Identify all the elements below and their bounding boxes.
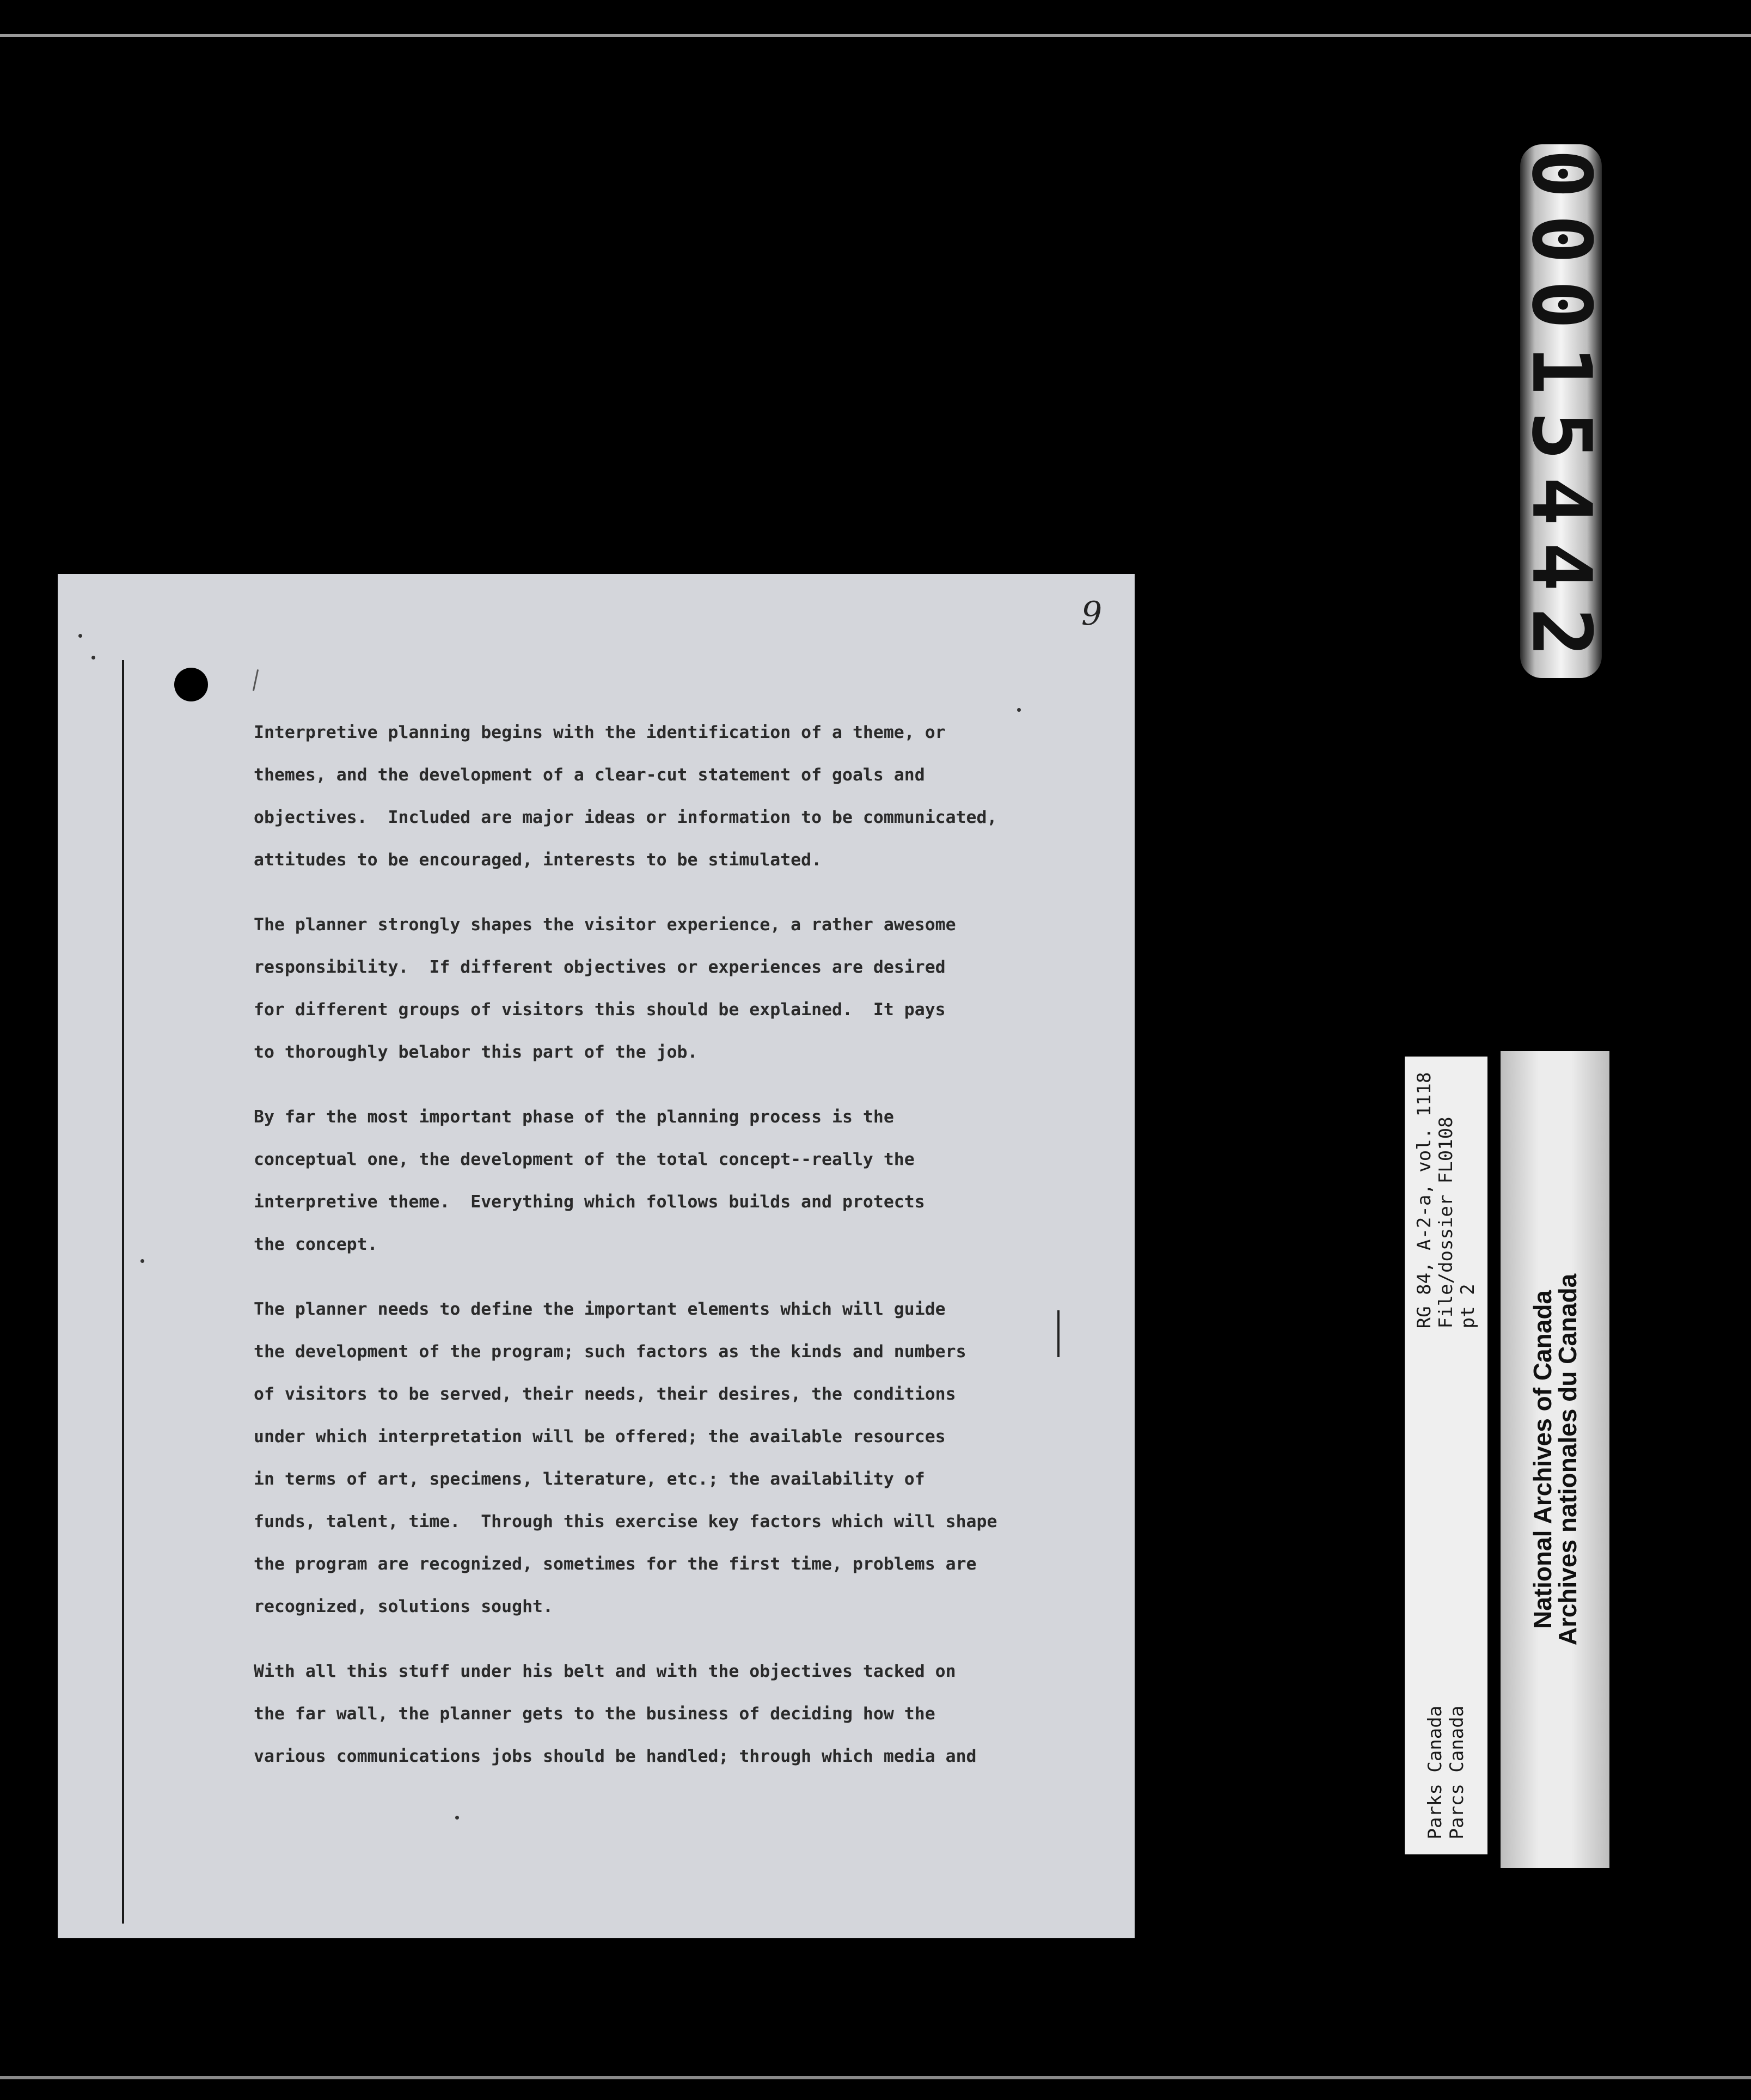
text-line: funds, talent, time. Through this exercise key factors which will shape (254, 1512, 997, 1531)
text-line: of visitors to be served, their needs, their desires, the conditions (254, 1384, 956, 1404)
frame-number-strip (1514, 144, 1608, 678)
tick-mark (253, 669, 259, 691)
text-line: to thoroughly belabor this part of the job. (254, 1042, 698, 1062)
page-number: 9 (1081, 595, 1103, 633)
text-line: under which interpretation will be offered; the available resources (254, 1427, 946, 1446)
text-line: themes, and the development of a clear-cut statement of goals and (254, 765, 925, 785)
paragraph-5 (254, 1650, 1103, 1778)
paragraph-2 (254, 904, 1103, 1073)
archives-name-fr: Archives nationales du Canada (1553, 1273, 1582, 1646)
speck (78, 634, 82, 638)
text-line: interpretive theme. Everything which follows builds and protects (254, 1192, 925, 1212)
text-line: the program are recognized, sometimes for the first time, problems are (254, 1554, 977, 1574)
film-edge-bottom (0, 2076, 1751, 2079)
text-line: attitudes to be encouraged, interests to be stimulated. (254, 850, 822, 870)
text-line: for different groups of visitors this should be explained. It pays (254, 1000, 946, 1020)
margin-rule (122, 660, 124, 1924)
parks-canada-label (1405, 1057, 1487, 1854)
text-line: in terms of art, specimens, literature, etc.; the availability of (254, 1469, 925, 1489)
agency-en: Parks Canada (1424, 1705, 1446, 1839)
agency-fr: Parcs Canada (1446, 1705, 1468, 1839)
reference-line-3: pt 2 (1457, 1283, 1479, 1328)
paragraph-4 (254, 1288, 1103, 1628)
text-line: The planner strongly shapes the visitor experience, a rather awesome (254, 915, 956, 935)
punch-hole (174, 668, 208, 701)
text-line: responsibility. If different objectives or experiences are desired (254, 957, 946, 977)
reference-line-2: File/dossier FL0108 (1435, 1116, 1457, 1328)
reference-block (1413, 1072, 1479, 1328)
text-line: objectives. Included are major ideas or information to be communicated, (254, 808, 997, 827)
text-line: the far wall, the planner gets to the business of deciding how the (254, 1704, 935, 1724)
paragraph-3 (254, 1096, 1103, 1266)
text-line: Interpretive planning begins with the identification of a theme, or (254, 723, 946, 742)
text-line: With all this stuff under his belt and with the objectives tacked on (254, 1662, 956, 1681)
document-page (58, 574, 1135, 1938)
frame-number: 00015442 (1514, 149, 1608, 674)
text-line: recognized, solutions sought. (254, 1597, 553, 1616)
agency-block (1424, 1705, 1468, 1839)
national-archives-label (1501, 1051, 1609, 1868)
text-line: conceptual one, the development of the total concept--really the (254, 1150, 915, 1169)
speck (91, 656, 95, 660)
archives-block (1530, 1274, 1580, 1646)
text-line: The planner needs to define the important elements which will guide (254, 1299, 946, 1319)
speck (140, 1259, 144, 1263)
archives-name-en: National Archives of Canada (1528, 1290, 1557, 1629)
text-line: various communications jobs should be handled; through which media and (254, 1747, 977, 1766)
speck (455, 1816, 459, 1820)
paragraph-1 (254, 711, 1103, 881)
text-line: By far the most important phase of the planning process is the (254, 1107, 894, 1127)
text-line: the development of the program; such factors as the kinds and numbers (254, 1342, 966, 1362)
reference-line-1: RG 84, A-2-a, vol. 1118 (1413, 1072, 1435, 1328)
text-line: the concept. (254, 1235, 378, 1254)
film-edge-top (0, 34, 1751, 37)
